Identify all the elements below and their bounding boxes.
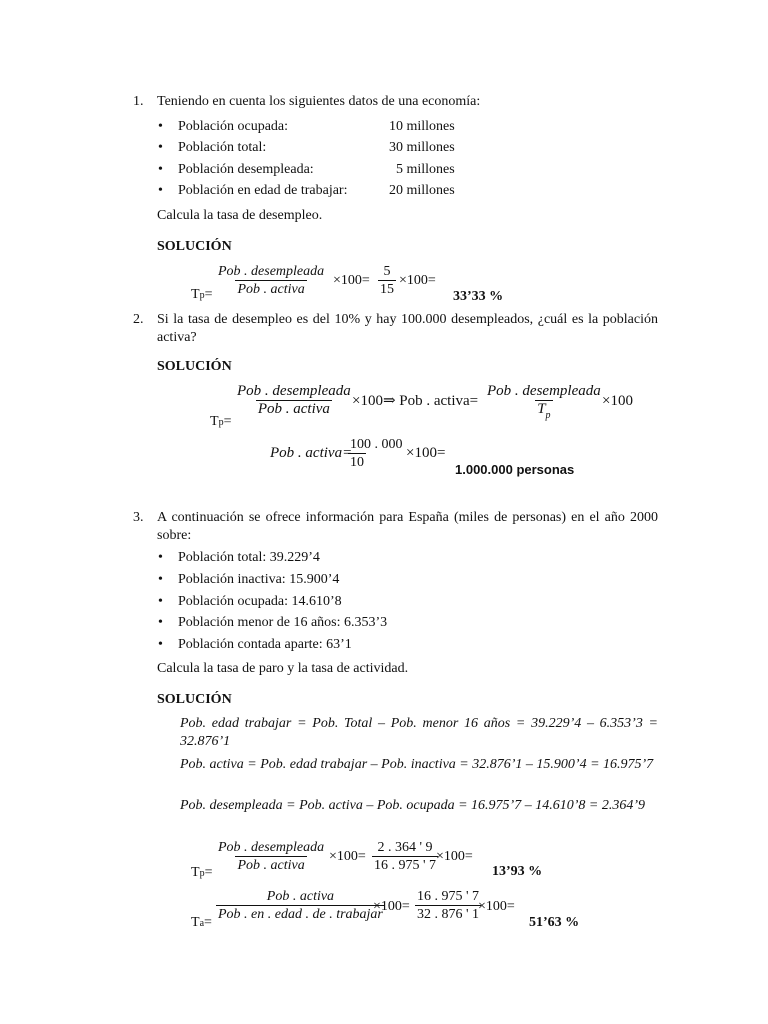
bullet-icon: • (158, 183, 163, 198)
q1-result: 33’33 % (453, 289, 504, 304)
q2-line2-times-100: ×100= (406, 445, 446, 461)
bullet-icon: • (158, 615, 163, 630)
q3-tp-label: Tp= (191, 865, 213, 880)
bullet-icon: • (158, 119, 163, 134)
q2-fraction-2 (485, 383, 603, 419)
q3-ta-fraction-1-den: Pob . en . edad . de . trabajar (218, 907, 383, 922)
q1-fraction-2-num: 5 (383, 264, 391, 279)
q2-fraction-3-den: 10 (350, 455, 364, 470)
bullet-icon: • (158, 140, 163, 155)
q2-fraction-2-num: Pob . desempleada (487, 383, 601, 399)
q3-tp-fraction-2-num: 2 . 364 ' 9 (377, 840, 433, 855)
q3-tp-times-100-b: ×100= (436, 849, 473, 864)
q3-ta-fraction-2-den: 32 . 876 ' 1 (417, 907, 480, 922)
q3-item: Población contada aparte: 63’1 (178, 637, 352, 652)
q3-solution-heading: SOLUCIÓN (157, 692, 232, 707)
q2-result: 1.000.000 personas (455, 462, 575, 477)
q2-fraction-3-num: 100 . 000 (350, 437, 403, 452)
q2-fraction-1 (235, 383, 353, 418)
q2-fraction-1-num: Pob . desempleada (237, 383, 351, 399)
q1-item-value: 20 millones (389, 183, 455, 198)
q1-solution-heading: SOLUCIÓN (157, 239, 232, 254)
q3-tp-fraction-1-num: Pob . desempleada (218, 840, 325, 855)
q1-item-value: 30 millones (389, 140, 455, 155)
q2-implication: ×100⇒ Pob . activa= (352, 393, 479, 409)
q3-item: Población total: 39.229’4 (178, 550, 320, 565)
q1-number: 1. (133, 94, 144, 109)
bullet-icon: • (158, 162, 163, 177)
q3-ta-fraction-1 (216, 888, 385, 923)
q3-tp-result: 13’93 % (492, 864, 543, 879)
q3-ta-fraction-2 (415, 888, 481, 923)
q3-tp-fraction-1 (216, 839, 326, 874)
q3-question: Calcula la tasa de paro y la tasa de actividad. (157, 661, 409, 676)
q1-item-value: 10 millones (389, 119, 455, 134)
q3-equation-1: Pob. edad trabajar = Pob. Total – Pob. menor 16 años = 39.229’4 – 6.353’3 = 32.876’1 (180, 716, 658, 749)
q3-item: Población ocupada: 14.610’8 (178, 594, 342, 609)
q1-fraction-1-num: Pob . desempleada (218, 264, 325, 279)
q3-text: A continuación se ofrece información para España (miles de personas) en el año 2000 sobre: (157, 510, 658, 543)
q2-text: Si la tasa de desempleo es del 10% y hay 100.000 desempleados, ¿cuál es la población activa? (157, 312, 658, 345)
q3-ta-result: 51’63 % (529, 915, 580, 930)
bullet-icon: • (158, 572, 163, 587)
bullet-icon: • (158, 594, 163, 609)
q1-fraction-1 (216, 263, 326, 298)
q1-text: Teniendo en cuenta los siguientes datos de una economía: (157, 94, 481, 109)
bullet-icon: • (158, 550, 163, 565)
q3-ta-fraction-1-num: Pob . activa (266, 889, 335, 904)
q1-item-label: Población ocupada: (178, 119, 289, 134)
q3-ta-times-100-b: ×100= (478, 899, 515, 914)
q3-number: 3. (133, 510, 144, 525)
q1-times-100-b: ×100= (399, 273, 436, 288)
q2-number: 2. (133, 312, 144, 327)
q3-item: Población menor de 16 años: 6.353’3 (178, 615, 388, 630)
q1-fraction-1-den: Pob . activa (237, 282, 305, 297)
q1-question: Calcula la tasa de desempleo. (157, 208, 323, 223)
q1-item-value: 5 millones (396, 162, 455, 177)
q3-item: Población inactiva: 15.900’4 (178, 572, 340, 587)
q3-ta-label: Ta= (191, 915, 212, 930)
q2-fraction-2-den: $T_p$ (537, 401, 551, 421)
q3-ta-fraction-2-num: 16 . 975 ' 7 (417, 889, 480, 904)
q3-ta-times-100: ×100= (373, 899, 410, 914)
q2-fraction-3 (348, 436, 405, 471)
q1-item-label: Población desempleada: (178, 162, 314, 177)
q3-tp-fraction-2-den: 16 . 975 ' 7 (374, 858, 437, 873)
q2-tp-label: Tp= (210, 414, 232, 429)
q1-item-label: Población en edad de trabajar: (178, 183, 348, 198)
q2-times-100: ×100 (602, 393, 633, 409)
q1-fraction-2 (378, 263, 396, 298)
q2-fraction-1-den: Pob . activa (257, 401, 330, 417)
q3-tp-fraction-1-den: Pob . activa (237, 858, 305, 873)
q1-tp-label: Tp= (191, 287, 213, 302)
q3-tp-times-100: ×100= (329, 849, 366, 864)
q3-tp-fraction-2 (372, 839, 438, 874)
q3-equation-2: Pob. activa = Pob. edad trabajar – Pob. inactiva = 32.876’1 – 15.900’4 = 16.975’7 (180, 757, 654, 772)
q1-times-100: ×100= (333, 273, 370, 288)
q2-solution-heading: SOLUCIÓN (157, 359, 232, 374)
q1-item-label: Población total: (178, 140, 267, 155)
bullet-icon: • (158, 637, 163, 652)
q3-equation-3: Pob. desempleada = Pob. activa – Pob. ocupada = 16.975’7 – 14.610’8 = 2.364’9 (180, 798, 645, 813)
q1-fraction-2-den: 15 (380, 282, 394, 297)
q2-line2-lhs: Pob . activa= (270, 445, 353, 461)
